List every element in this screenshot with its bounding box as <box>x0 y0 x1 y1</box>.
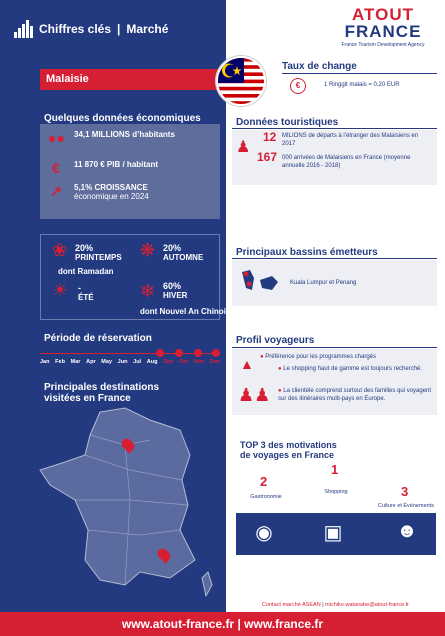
footer-site-atout[interactable]: www.atout-france.fr <box>121 617 235 631</box>
month-label: Sep <box>163 359 174 365</box>
profile-rule <box>232 347 437 348</box>
population-text: 34,1 MILLIONS d’habitants <box>74 130 175 139</box>
profile-bullet-2-text: Le shopping haut de gamme est toujours recherché. <box>283 366 423 372</box>
winter-snowflake-icon: ❄ <box>140 281 156 301</box>
spring-flower-icon: ❀ <box>52 240 68 260</box>
family-icon: ♟♟ <box>238 385 271 405</box>
contact-label: Contact marché ASEAN <box>261 602 321 608</box>
travellers-icon: ♟ <box>236 139 251 156</box>
header-title: Chiffres clés <box>39 22 112 36</box>
exchange-rule <box>282 73 437 74</box>
summer-sun-icon: ☀ <box>52 280 69 300</box>
profile-bullet-1-text: Préférence pour les programmes chargés <box>265 354 377 360</box>
timeline-dot-dec <box>212 349 220 357</box>
season-winter-name: HIVER <box>163 291 188 300</box>
bar-chart-icon <box>14 20 33 38</box>
timeline-dot-oct <box>175 349 183 357</box>
bullet-icon: ● <box>278 388 284 394</box>
tourism-rule <box>232 128 437 129</box>
season-summer-name: ÉTÉ <box>78 293 94 302</box>
basins-title: Principaux bassins émetteurs <box>236 247 378 258</box>
bullet-icon: ● <box>260 354 266 360</box>
booking-timeline <box>40 349 220 359</box>
economic-title: Quelques données économiques <box>44 113 201 124</box>
euro-icon: € <box>52 160 60 176</box>
gdp-text: 11 870 € PIB / habitant <box>74 160 159 169</box>
basins-rule <box>232 258 437 259</box>
contact-line: Contact marché ASEAN | michiko.watanabe@atout-france.fr <box>261 602 410 608</box>
country-name: Malaisie <box>46 73 89 85</box>
motivation-label-culture: Culture et Événements <box>378 503 434 509</box>
month-label: May <box>101 359 112 365</box>
timeline-line <box>40 353 220 354</box>
economic-item-gdp <box>48 160 158 176</box>
month-label: Apr <box>86 359 96 365</box>
tourism-stat2-line1: 000 arrivées de Malaisiens en France (moyenne <box>282 155 411 161</box>
booking-title: Période de réservation <box>44 333 152 344</box>
tourism-stat1-num: 12 <box>263 130 277 144</box>
season-autumn <box>163 243 203 262</box>
destinations-title-line2: visitées en France <box>44 393 131 404</box>
month-label: Nov <box>193 359 205 365</box>
growth-line2: économique en 2024 <box>74 192 149 201</box>
growth-icon: ↗ <box>50 183 62 199</box>
month-label: Aug <box>146 359 158 365</box>
month-label: Oct <box>178 359 189 365</box>
motivation-rank-2: 2 <box>260 474 268 489</box>
motivations-title-line1: TOP 3 des motivations <box>240 440 337 450</box>
autumn-leaf-icon: ❋ <box>140 240 156 260</box>
cloche-icon: ◉ <box>255 522 273 544</box>
month-label: Feb <box>55 359 65 365</box>
booking-months <box>40 359 220 365</box>
tourism-stat2-text <box>282 155 410 170</box>
season-summer-pct: - <box>78 283 81 293</box>
motivations-title <box>240 440 337 460</box>
people-icon: ●● <box>48 130 65 146</box>
motivation-label-shopping: Shopping <box>324 489 348 495</box>
season-autumn-name: AUTOMNE <box>163 253 204 262</box>
season-summer <box>78 283 94 302</box>
contact-email[interactable]: michiko.watanabe@atout-france.fr <box>325 602 410 608</box>
theatre-masks-icon: ☻ <box>396 520 418 542</box>
destinations-title-line1: Principales destinations <box>44 382 160 393</box>
header-separator: | <box>117 22 121 36</box>
header-subtitle: Marché <box>126 22 169 36</box>
tourism-stat1-text <box>282 133 418 148</box>
season-spring-name: PRINTEMPS <box>75 253 122 262</box>
footer-separator: | <box>237 617 241 631</box>
country-band <box>40 69 230 90</box>
shopping-bag-icon: ▣ <box>323 522 343 544</box>
motivation-rank-1: 1 <box>331 462 339 477</box>
growth-line1: 5,1% CROISSANCE <box>74 183 148 192</box>
month-label: Dec <box>209 359 220 365</box>
eiffel-tower-icon: ▲ <box>240 356 254 372</box>
month-label: Jun <box>117 359 128 365</box>
exchange-title: Taux de change <box>282 61 357 72</box>
season-winter-note: dont Nouvel An Chinois <box>140 307 231 316</box>
malaysia-map-icon <box>238 266 280 298</box>
profile-bullet-3 <box>278 388 433 403</box>
season-autumn-pct: 20% <box>163 243 182 253</box>
timeline-dot-sep <box>156 349 164 357</box>
exchange-text: 1 Ringgit malais = 0,20 EUR <box>324 82 400 88</box>
malaysia-flag-icon <box>216 56 266 106</box>
tourism-stat2-num: 167 <box>257 150 278 164</box>
logo-line1: ATOUT <box>352 5 414 24</box>
timeline-dot-nov <box>194 349 202 357</box>
economic-item-population <box>48 130 175 146</box>
france-map <box>30 400 220 600</box>
currency-exchange-icon: € <box>290 78 306 94</box>
motivation-rank-3: 3 <box>401 484 409 499</box>
profile-bullet-1 <box>260 354 430 362</box>
logo-tagline: France Tourism Development Agency <box>341 42 425 48</box>
footer-site-france[interactable]: www.france.fr <box>244 617 324 631</box>
month-label: Mar <box>70 359 81 365</box>
tourism-stat1-line2: 2017 <box>282 140 296 147</box>
profile-bullet-3-text: La clientèle comprend surtout des familles qui voyagent sur des itinéraires multi-pays en Europe. <box>278 388 432 402</box>
header <box>14 20 168 38</box>
bullet-icon: ● <box>278 366 284 372</box>
profile-title: Profil voyageurs <box>236 335 315 346</box>
growth-text <box>74 183 149 201</box>
motivation-label-gastronomie: Gastronomie <box>250 494 282 500</box>
season-spring-pct: 20% <box>75 243 94 253</box>
logo-line2: FRANCE <box>344 22 422 41</box>
season-spring <box>75 243 122 262</box>
tourism-title: Données touristiques <box>236 117 339 128</box>
atout-france-logo <box>335 6 431 48</box>
profile-bullet-2 <box>278 366 430 374</box>
season-winter <box>163 281 187 300</box>
season-winter-pct: 60% <box>163 281 182 291</box>
tourism-stat2-line2: annuelle 2016 - 2018) <box>282 162 341 169</box>
tourism-stat1-line1: MILIONS de départs à l’étranger des Malaisiens en <box>282 133 419 139</box>
motivations-title-line2: de voyages en France <box>240 450 335 460</box>
economic-item-growth <box>48 183 149 201</box>
season-spring-note: dont Ramadan <box>58 267 114 276</box>
month-label: Jul <box>133 359 142 365</box>
footer <box>0 612 445 636</box>
basins-text: Kuala Lumpur et Penang <box>290 280 357 286</box>
month-label: Jan <box>40 359 50 365</box>
